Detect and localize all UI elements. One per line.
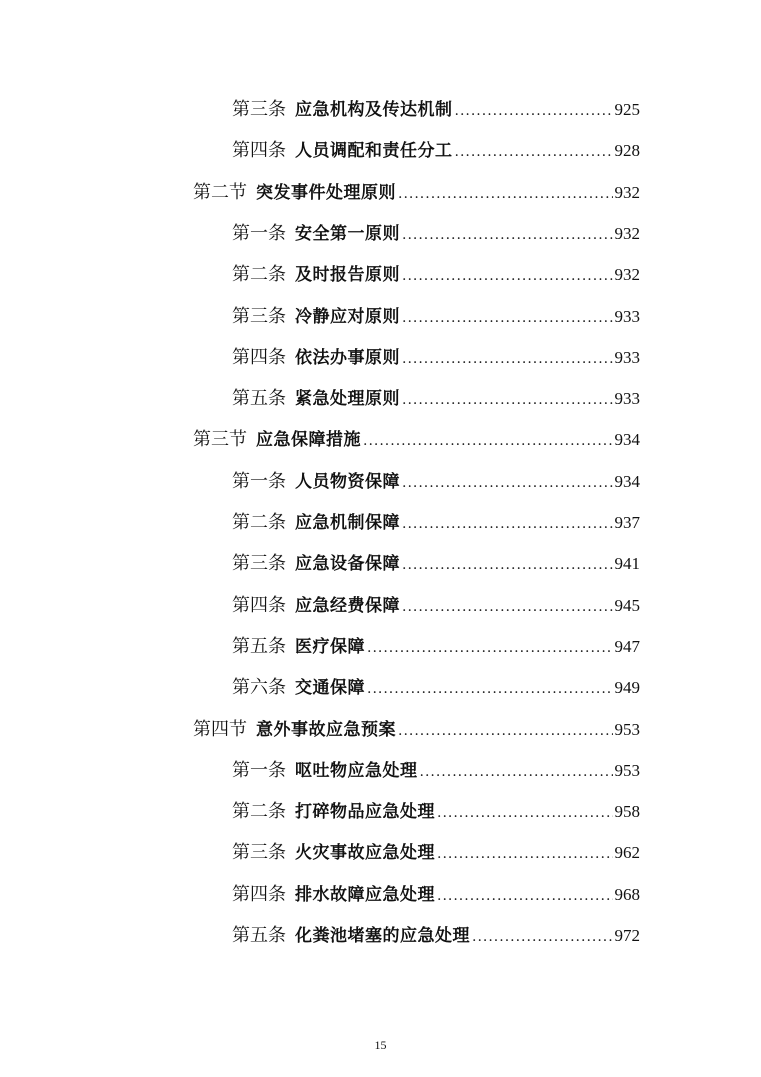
toc-entry-title: 医疗保障 [295, 636, 365, 657]
toc-dot-leader [402, 342, 613, 376]
toc-entry-title: 火灾事故应急处理 [295, 843, 435, 864]
toc-entry-page: 972 [614, 926, 640, 945]
toc-entry-number: 第四条 [232, 140, 286, 162]
toc-dot-leader [437, 796, 613, 830]
toc-entry-page: 933 [614, 389, 640, 409]
toc-entry-page: 968 [614, 884, 640, 904]
toc-entry-page: 945 [614, 595, 640, 615]
toc-dot-leader [437, 837, 613, 871]
toc-article-entry[interactable] [232, 93, 640, 127]
toc-entry-number: 第四节 [193, 718, 247, 740]
toc-dot-leader [402, 507, 613, 541]
toc-entry-number: 第一条 [232, 222, 286, 244]
toc-article-entry[interactable] [232, 795, 640, 829]
toc-entry-number: 第三节 [193, 429, 247, 451]
toc-dot-leader [472, 920, 613, 954]
toc-entry-page: 962 [614, 843, 640, 863]
toc-entry-page: 925 [614, 100, 640, 119]
page-number: 15 [374, 1038, 387, 1052]
toc-article-entry[interactable] [232, 506, 640, 540]
toc-entry-title: 应急经费保障 [295, 595, 400, 616]
toc-entry-title: 应急机制保障 [295, 513, 400, 533]
toc-entry-number: 第五条 [232, 388, 286, 410]
toc-article-entry[interactable] [232, 382, 640, 416]
toc-section-entry[interactable] [193, 423, 640, 457]
toc-entry-number: 第一条 [232, 470, 286, 492]
toc-dot-leader [420, 755, 613, 789]
toc-entry-page: 958 [614, 802, 640, 822]
toc-article-entry[interactable] [232, 465, 640, 499]
toc-entry-number: 第四条 [232, 883, 286, 905]
toc-dot-leader [367, 672, 613, 706]
toc-section-entry[interactable] [193, 176, 640, 210]
toc-entry-page: 932 [614, 223, 640, 243]
toc-dot-leader [402, 548, 613, 582]
toc-entry-title: 打碎物品应急处理 [295, 802, 435, 823]
toc-entry-page: 949 [614, 678, 640, 698]
toc-article-entry[interactable] [232, 217, 640, 251]
toc-entry-title: 安全第一原则 [295, 223, 400, 244]
toc-entry-page: 928 [614, 141, 640, 161]
toc-dot-leader [402, 218, 613, 252]
toc-entry-page: 933 [614, 347, 640, 367]
toc-dot-leader [455, 135, 613, 169]
toc-entry-number: 第四条 [232, 346, 286, 368]
toc-entry-number: 第二条 [232, 801, 286, 823]
toc-entry-page: 934 [614, 430, 640, 450]
toc-article-entry[interactable] [232, 754, 640, 788]
toc-entry-number: 第三条 [232, 99, 286, 120]
toc-article-entry[interactable] [232, 630, 640, 664]
toc-entry-page: 947 [614, 636, 640, 656]
toc-section-entry[interactable] [193, 713, 640, 747]
toc-entry-number: 第六条 [232, 677, 286, 699]
toc-dot-leader [402, 466, 613, 500]
toc-entry-page: 953 [614, 760, 640, 780]
toc-entry-number: 第三条 [232, 553, 286, 575]
toc-entry-title: 冷静应对原则 [295, 306, 400, 327]
toc-entry-title: 化粪池堵塞的应急处理 [295, 926, 470, 946]
toc-entry-title: 应急机构及传达机制 [295, 100, 453, 120]
toc-entry-title: 人员物资保障 [295, 471, 400, 492]
toc-dot-leader [398, 177, 613, 211]
toc-entry-title: 意外事故应急预案 [256, 719, 396, 740]
toc-entry-number: 第三条 [232, 305, 286, 327]
toc-article-entry[interactable] [232, 547, 640, 581]
toc-article-entry[interactable] [232, 878, 640, 912]
toc-entry-number: 第二条 [232, 512, 286, 533]
toc-dot-leader [402, 301, 613, 335]
toc-entry-title: 应急设备保障 [295, 554, 400, 575]
toc-dot-leader [367, 631, 613, 665]
toc-dot-leader [455, 94, 613, 128]
toc-article-entry[interactable] [232, 836, 640, 870]
toc-entry-number: 第一条 [232, 759, 286, 781]
toc-entry-title: 及时报告原则 [295, 265, 400, 286]
toc-entry-number: 第二节 [193, 181, 247, 203]
toc-entry-number: 第五条 [232, 925, 286, 946]
toc-article-entry[interactable] [232, 300, 640, 334]
toc-entry-title: 排水故障应急处理 [295, 884, 435, 905]
toc-article-entry[interactable] [232, 919, 640, 953]
toc-article-entry[interactable] [232, 258, 640, 292]
toc-dot-leader [402, 259, 613, 293]
toc-entry-page: 932 [614, 182, 640, 202]
toc-entry-number: 第二条 [232, 264, 286, 286]
toc-entry-page: 933 [614, 306, 640, 326]
toc-entry-title: 紧急处理原则 [295, 389, 400, 410]
toc-entry-title: 依法办事原则 [295, 347, 400, 368]
toc-entry-number: 第四条 [232, 594, 286, 616]
toc-dot-leader [437, 879, 613, 913]
toc-entry-title: 呕吐物应急处理 [295, 760, 418, 781]
toc-entry-title: 应急保障措施 [256, 430, 361, 451]
toc-entry-page: 934 [614, 471, 640, 491]
toc-dot-leader [402, 590, 613, 624]
toc-entry-number: 第五条 [232, 635, 286, 657]
toc-entry-title: 交通保障 [295, 678, 365, 699]
toc-entry-number: 第三条 [232, 842, 286, 864]
toc-entry-page: 937 [614, 513, 640, 532]
toc-dot-leader [398, 714, 613, 748]
toc-entry-title: 人员调配和责任分工 [295, 141, 453, 162]
toc-article-entry[interactable] [232, 589, 640, 623]
toc-article-entry[interactable] [232, 341, 640, 375]
toc-entry-title: 突发事件处理原则 [256, 182, 396, 203]
toc-article-entry[interactable] [232, 671, 640, 705]
toc-entry-page: 932 [614, 265, 640, 285]
toc-entry-page: 953 [614, 719, 640, 739]
toc-dot-leader [363, 424, 613, 458]
toc-article-entry[interactable] [232, 134, 640, 168]
toc-entry-page: 941 [614, 554, 640, 574]
toc-dot-leader [402, 383, 613, 417]
